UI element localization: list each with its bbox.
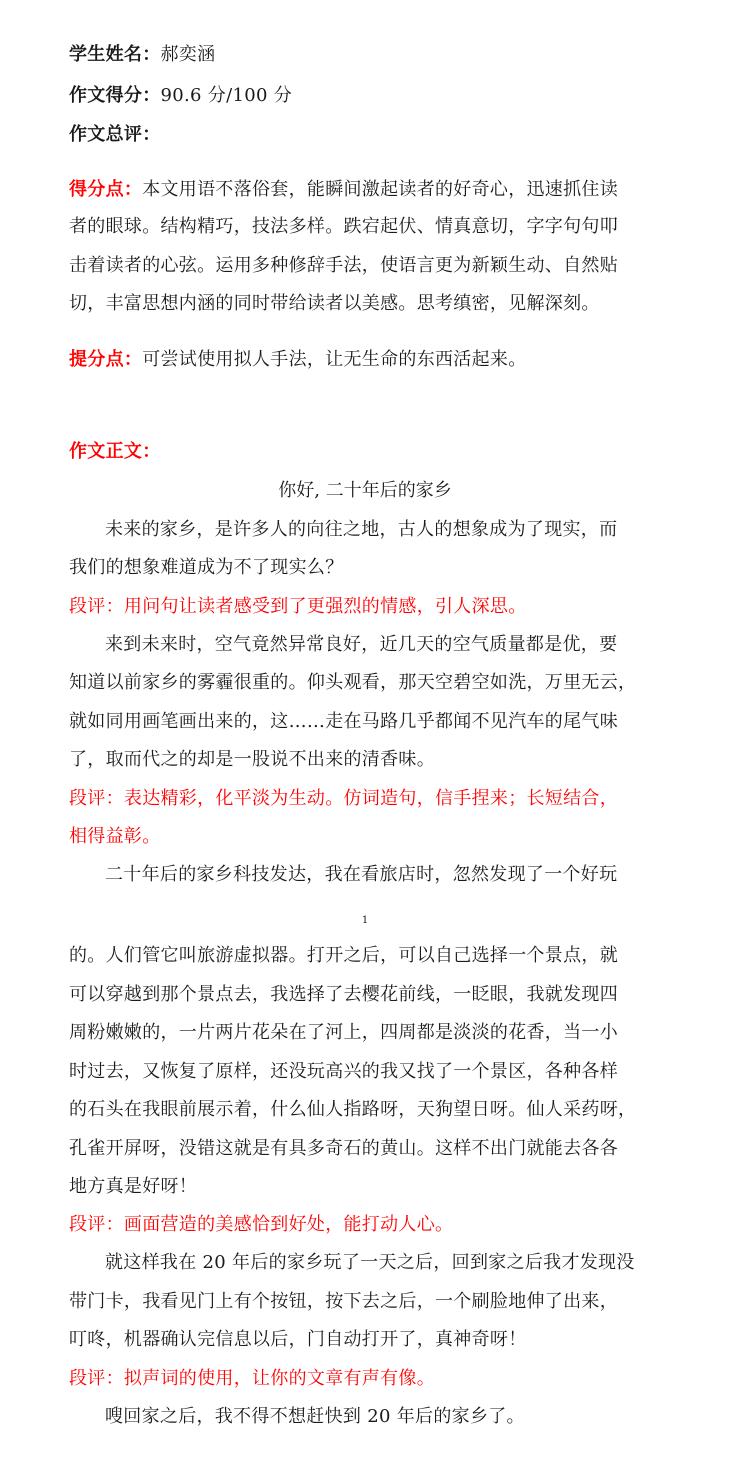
essay-title: 你好, 二十年后的家乡 (278, 480, 452, 501)
paragraph-2-line-3: 就如同用画笔画出来的，这……走在马路几乎都闻不见汽车的尾气味 (69, 711, 618, 732)
paragraph-3-line-7: 孔雀开屏呀，没错这就是有具多奇石的黄山。这样不出门就能去各各 (69, 1138, 618, 1159)
comment-2-line-1: 段评：表达精彩，化平淡为生动。仿词造句，信手捏来；长短结合， (69, 788, 618, 809)
improve-line (69, 349, 527, 371)
comment-3: 段评：画面营造的美感恰到好处，能打动人心。 (69, 1214, 454, 1235)
paragraph-3-line-2: 的。人们管它叫旅游虚拟器。打开之后，可以自己选择一个景点，就 (69, 945, 618, 966)
merits-text-1: 本文用语不落俗套，能瞬间激起读者的好奇心，迅速抓住读 (142, 179, 619, 200)
essay-score-line (69, 85, 292, 107)
merits-line-4: 切，丰富思想内涵的同时带给读者以美感。思考缜密，见解深刻。 (69, 293, 600, 314)
essay-body-label: 作文正文： (69, 441, 161, 462)
paragraph-3-line-1: 二十年后的家乡科技发达，我在看旅店时，忽然发现了一个好玩 (105, 864, 618, 885)
comment-1: 段评：用问句让读者感受到了更强烈的情感，引人深思。 (69, 596, 527, 617)
paragraph-3-line-5: 时过去，又恢复了原样，还没玩高兴的我又找了一个景区，各种各样 (69, 1061, 618, 1082)
paragraph-4-line-3: 叮咚，机器确认完信息以后，门自动打开了，真神奇呀！ (69, 1329, 527, 1350)
improve-text: 可尝试使用拟人手法，让无生命的东西活起来。 (142, 349, 527, 370)
merits-line-1 (69, 179, 618, 201)
improve-label: 提分点： (69, 349, 143, 370)
paragraph-2-line-2: 知道以前家乡的雾霾很重的。仰头观看，那天空碧空如洗，万里无云， (69, 672, 637, 693)
paragraph-4-line-2: 带门卡，我看见门上有个按钮，按下去之后，一个刷脸地伸了出来， (69, 1291, 618, 1312)
paragraph-3-line-6: 的石头在我眼前展示着，什么仙人指路呀，天狗望日呀。仙人采药呀， (69, 1099, 637, 1120)
paragraph-3-line-8: 地方真是好呀！ (69, 1176, 198, 1197)
paragraph-4-line-1: 就这样我在 20 年后的家乡玩了一天之后，回到家之后我才发现没 (105, 1252, 635, 1273)
paragraph-3-line-4: 周粉嫩嫩的，一片两片花朵在了河上，四周都是淡淡的花香，当一小 (69, 1022, 618, 1043)
paragraph-1-line-2: 我们的想象难道成为不了现实么？ (69, 557, 344, 578)
paragraph-3-line-3: 可以穿越到那个景点去，我选择了去樱花前线，一眨眼，我就发现四 (69, 984, 618, 1005)
essay-score-label: 作文得分： (69, 85, 161, 106)
overall-review-label: 作文总评： (69, 124, 161, 145)
student-name-value: 郝奕涵 (160, 44, 216, 65)
essay-score-value: 90.6 分/100 分 (160, 85, 293, 106)
merits-label: 得分点： (69, 179, 143, 200)
paragraph-2-line-1: 来到未来时，空气竟然异常良好，近几天的空气质量都是优，要 (105, 634, 618, 655)
student-name-line (69, 44, 215, 66)
paragraph-1-line-1: 未来的家乡，是许多人的向往之地，古人的想象成为了现实，而 (105, 519, 618, 540)
comment-4: 段评：拟声词的使用，让你的文章有声有像。 (69, 1368, 435, 1389)
student-name-label: 学生姓名： (69, 44, 161, 65)
paragraph-2-line-4: 了，取而代之的却是一股说不出来的清香味。 (69, 749, 435, 770)
comment-2-line-2: 相得益彰。 (69, 826, 161, 847)
merits-line-3: 击着读者的心弦。运用多种修辞手法，使语言更为新颖生动、自然贴 (69, 255, 618, 276)
page-number: 1 (361, 915, 369, 926)
paragraph-5-line-1: 嗖回家之后，我不得不想赶快到 20 年后的家乡了。 (105, 1406, 525, 1427)
merits-line-2: 者的眼球。结构精巧，技法多样。跌宕起伏、情真意切，字字句句叩 (69, 216, 618, 237)
